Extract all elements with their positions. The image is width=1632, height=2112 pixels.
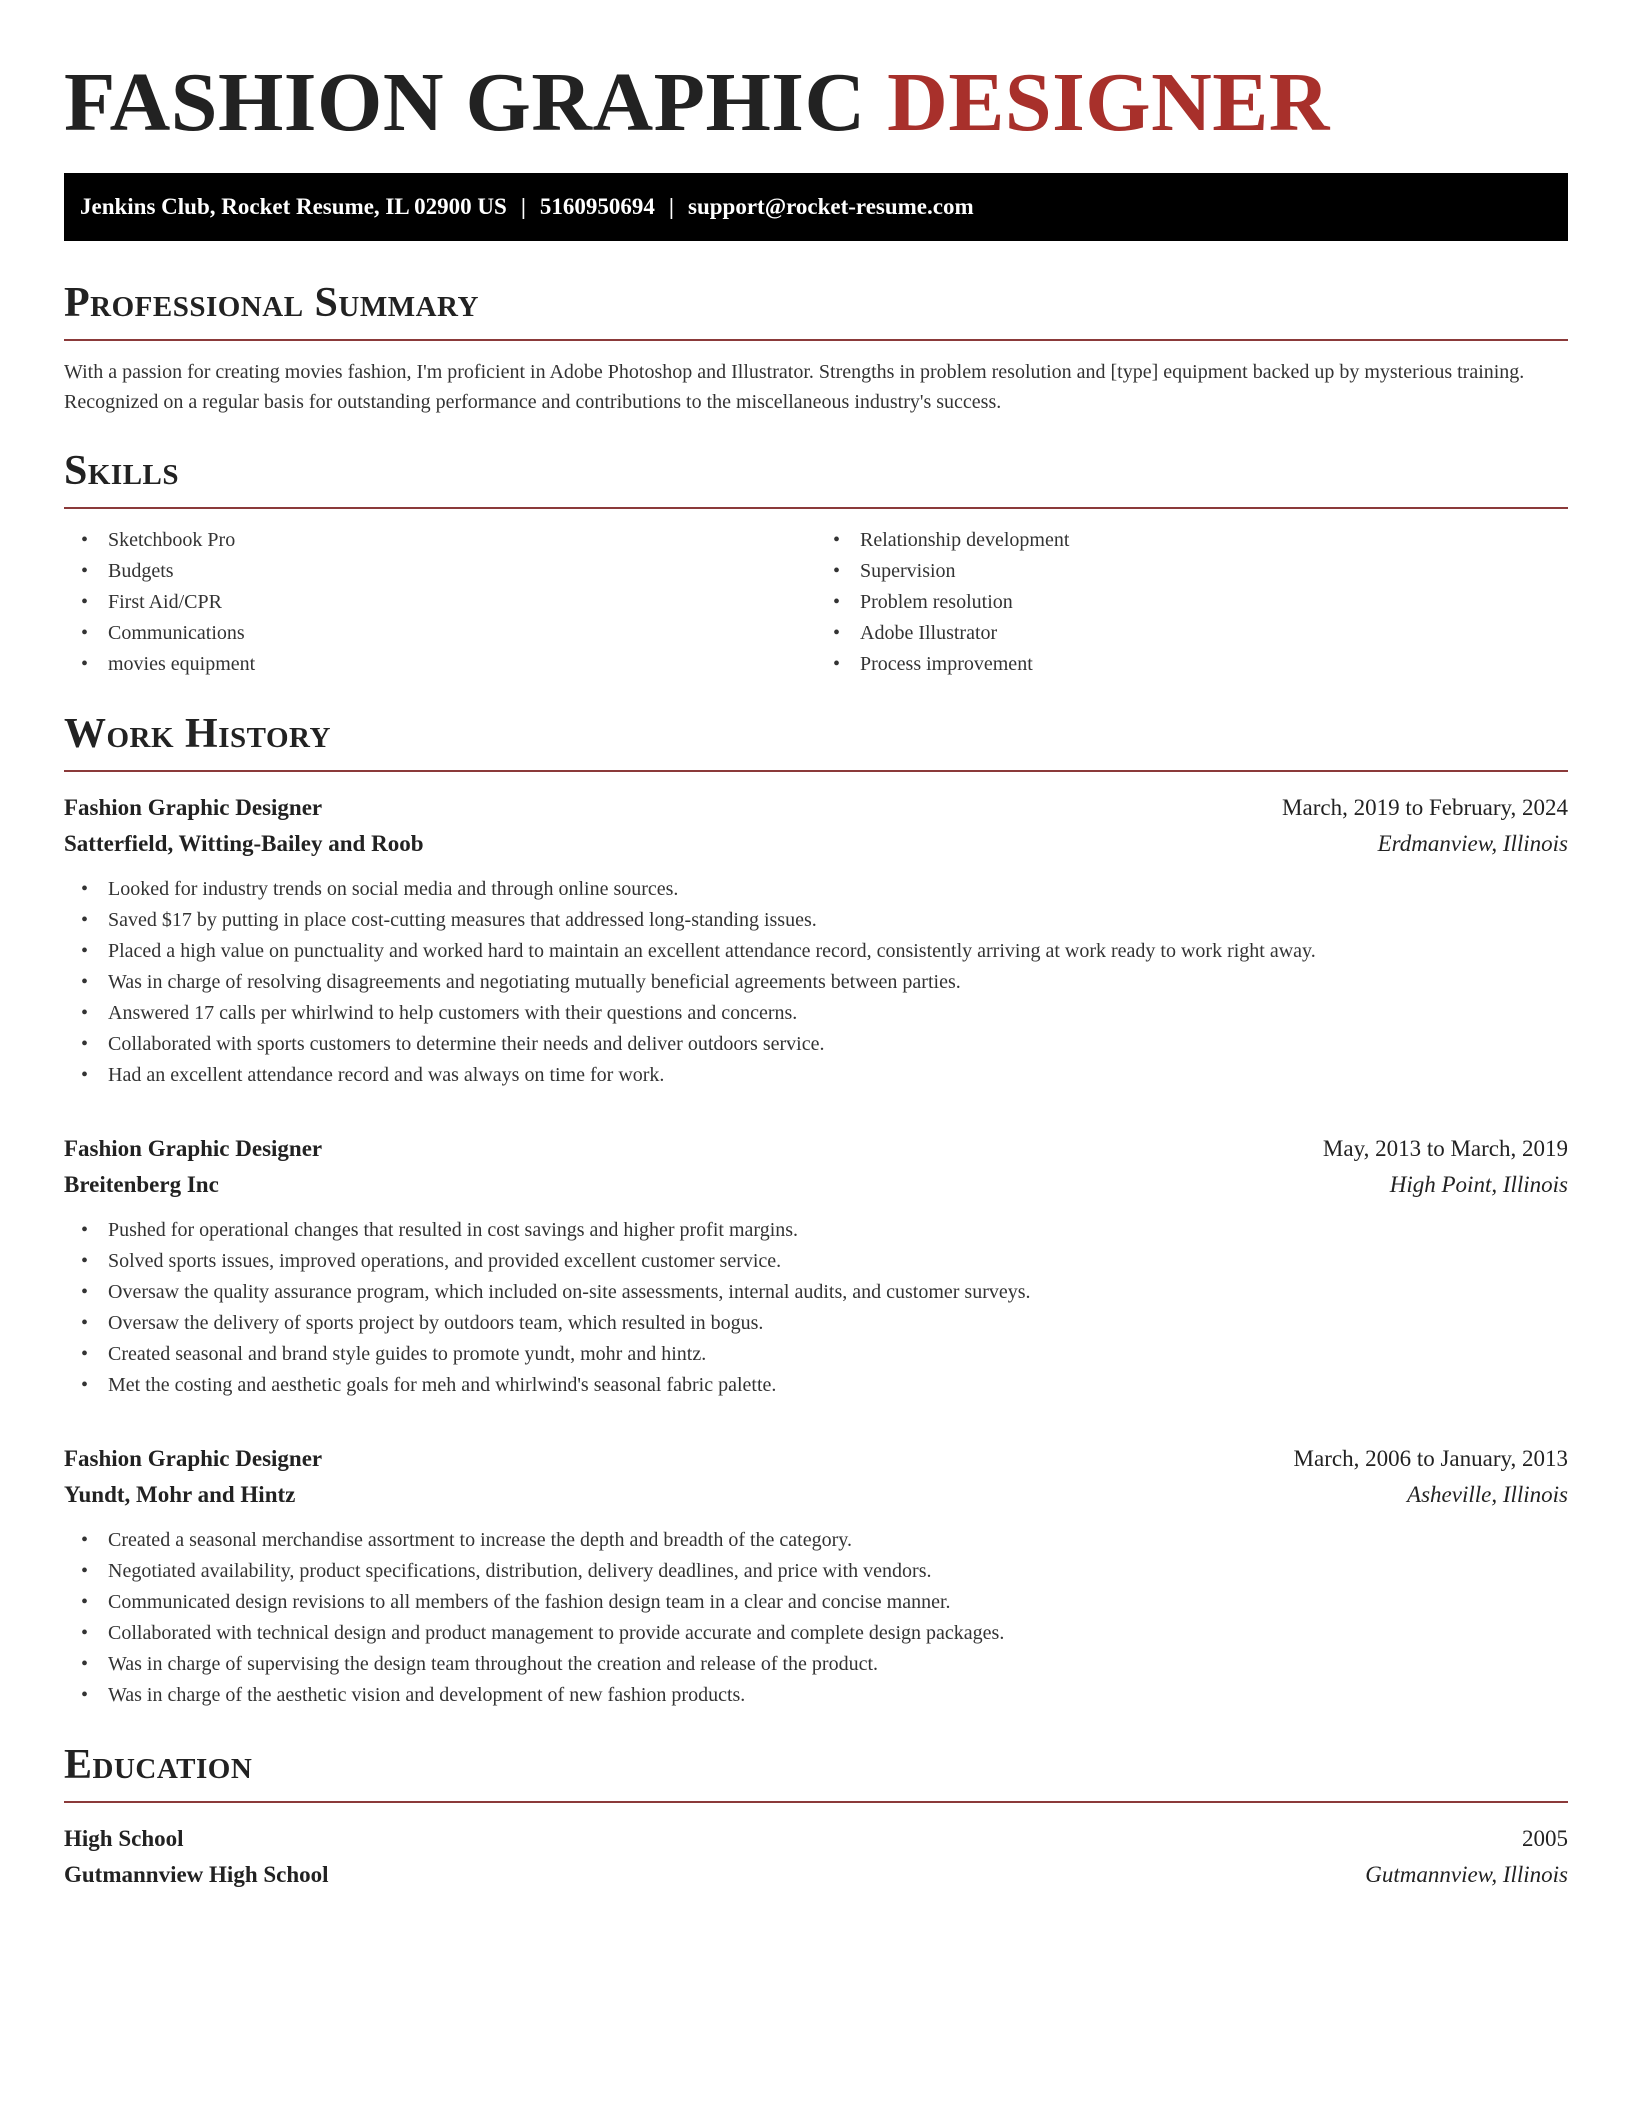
job-bullet: • Was in charge of supervising the design team throughout the creation and release of the product. <box>64 1649 1568 1680</box>
work-history-heading: Work History <box>64 710 1568 772</box>
job-role: Fashion Graphic Designer <box>64 1136 323 1161</box>
summary-heading: Professional Summary <box>64 279 1568 341</box>
job-bullet: • Solved sports issues, improved operations, and provided excellent customer service. <box>64 1246 1568 1277</box>
contact-email: support@rocket-resume.com <box>688 194 974 219</box>
job-role: Fashion Graphic Designer <box>64 1446 323 1471</box>
job-company: Breitenberg Inc <box>64 1172 219 1197</box>
job-dates: May, 2013 to March, 2019 <box>1322 1136 1568 1161</box>
skills-grid <box>64 525 1568 680</box>
job-bullet: • Oversaw the delivery of sports project by outdoors team, which resulted in bogus. <box>64 1308 1568 1339</box>
job-company-row <box>64 826 1568 862</box>
education-year: 2005 <box>1522 1826 1568 1851</box>
job-bullet: • Saved $17 by putting in place cost-cutting measures that addressed long-standing issues. <box>64 905 1568 936</box>
job-bullet: • Placed a high value on punctuality and worked hard to maintain an excellent attendance record, consistently arriving at work ready to work right away. <box>64 936 1568 967</box>
skill-item: • movies equipment <box>64 649 816 680</box>
job-bullet: • Created a seasonal merchandise assortment to increase the depth and breadth of the category. <box>64 1525 1568 1556</box>
job-bullets <box>64 1215 1568 1401</box>
job-bullet: • Pushed for operational changes that resulted in cost savings and higher profit margins. <box>64 1215 1568 1246</box>
job-company: Satterfield, Witting-Bailey and Roob <box>64 831 424 856</box>
job-bullets <box>64 1525 1568 1711</box>
skill-item: • Communications <box>64 618 816 649</box>
summary-text: With a passion for creating movies fashion, I'm proficient in Adobe Photoshop and Illustrator. Strengths in problem resolution and [type] equipment backed up by mysterious training. Recognized on a regular basis for outstanding performance and contributions to the miscellaneous industry's success. <box>64 361 1525 413</box>
education-school-row <box>64 1857 1568 1893</box>
skills-heading: Skills <box>64 447 1568 509</box>
contact-separator: | <box>668 194 674 219</box>
name-accent: DESIGNER <box>887 56 1330 149</box>
job-bullet: • Had an excellent attendance record and was always on time for work. <box>64 1060 1568 1091</box>
job-bullet: • Was in charge of the aesthetic vision and development of new fashion products. <box>64 1680 1568 1711</box>
education-degree: High School <box>64 1826 184 1851</box>
job-header-row <box>64 1441 1568 1477</box>
job-entry <box>64 1441 1568 1711</box>
job-company-row <box>64 1477 1568 1513</box>
contact-bar <box>64 173 1568 241</box>
skills-column-right <box>816 525 1568 680</box>
skill-item: • Supervision <box>816 556 1568 587</box>
name-main: FASHION GRAPHIC <box>64 56 888 149</box>
job-company: Yundt, Mohr and Hintz <box>64 1482 296 1507</box>
job-header-row <box>64 1131 1568 1167</box>
job-entry <box>64 790 1568 1091</box>
skill-item: • Adobe Illustrator <box>816 618 1568 649</box>
education-header-row <box>64 1821 1568 1857</box>
job-bullet: • Met the costing and aesthetic goals for meh and whirlwind's seasonal fabric palette. <box>64 1370 1568 1401</box>
job-location: High Point, Illinois <box>1389 1172 1568 1197</box>
job-dates: March, 2019 to February, 2024 <box>1282 795 1568 820</box>
skill-item: • Relationship development <box>816 525 1568 556</box>
resume-name <box>64 55 1568 151</box>
job-bullet: • Answered 17 calls per whirlwind to help customers with their questions and concerns. <box>64 998 1568 1029</box>
job-bullets <box>64 874 1568 1091</box>
education-school: Gutmannview High School <box>64 1862 329 1887</box>
skill-item: • Budgets <box>64 556 816 587</box>
education-heading: Education <box>64 1741 1568 1803</box>
job-bullet: • Was in charge of resolving disagreements and negotiating mutually beneficial agreements between parties. <box>64 967 1568 998</box>
skill-item: • Process improvement <box>816 649 1568 680</box>
skill-item: • First Aid/CPR <box>64 587 816 618</box>
job-bullet: • Negotiated availability, product specifications, distribution, delivery deadlines, and price with vendors. <box>64 1556 1568 1587</box>
skill-item: • Sketchbook Pro <box>64 525 816 556</box>
job-bullet: • Collaborated with technical design and product management to provide accurate and complete design packages. <box>64 1618 1568 1649</box>
job-location: Asheville, Illinois <box>1407 1482 1568 1507</box>
job-bullet: • Communicated design revisions to all members of the fashion design team in a clear and concise manner. <box>64 1587 1568 1618</box>
job-bullet: • Collaborated with sports customers to determine their needs and deliver outdoors service. <box>64 1029 1568 1060</box>
summary-section <box>64 279 1568 417</box>
job-role: Fashion Graphic Designer <box>64 795 323 820</box>
work-history-section <box>64 710 1568 1711</box>
education-location: Gutmannview, Illinois <box>1365 1862 1568 1887</box>
job-dates: March, 2006 to January, 2013 <box>1293 1446 1568 1471</box>
contact-separator: | <box>520 194 526 219</box>
skill-item: • Problem resolution <box>816 587 1568 618</box>
skills-section <box>64 447 1568 680</box>
job-company-row <box>64 1167 1568 1203</box>
skills-column-left <box>64 525 816 680</box>
contact-address: Jenkins Club, Rocket Resume, IL 02900 US <box>80 194 507 219</box>
job-bullet: • Oversaw the quality assurance program, which included on-site assessments, internal audits, and customer surveys. <box>64 1277 1568 1308</box>
job-bullet: • Created seasonal and brand style guides to promote yundt, mohr and hintz. <box>64 1339 1568 1370</box>
education-section <box>64 1741 1568 1893</box>
contact-phone: 5160950694 <box>539 194 655 219</box>
job-entry <box>64 1131 1568 1401</box>
job-bullet: • Looked for industry trends on social media and through online sources. <box>64 874 1568 905</box>
job-location: Erdmanview, Illinois <box>1377 831 1568 856</box>
education-entry <box>64 1821 1568 1893</box>
job-header-row <box>64 790 1568 826</box>
